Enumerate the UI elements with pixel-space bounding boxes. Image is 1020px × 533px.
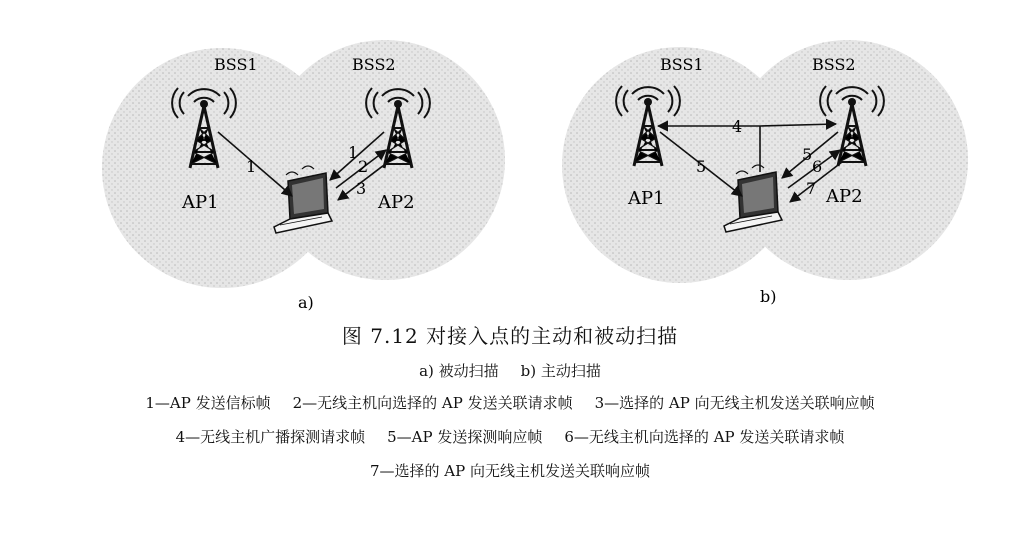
- legend-item-2: 2—无线主机向选择的 AP 发送关联请求帧: [292, 394, 573, 412]
- legend-line-1: [0, 392, 1020, 413]
- ap2-label-a: AP2: [378, 192, 415, 213]
- legend-line-2: [0, 426, 1020, 447]
- bss2-label-a: BSS2: [352, 55, 396, 74]
- bss2-coverage-b: [728, 40, 968, 280]
- subfigure-captions: [0, 360, 1020, 381]
- arrow-label-a-3: 3: [356, 179, 367, 198]
- arrow-label-a-1-left: 1: [246, 157, 257, 176]
- ap1-label-a: AP1: [182, 192, 219, 213]
- bss2-label-b: BSS2: [812, 55, 856, 74]
- legend-item-4: 4—无线主机广播探测请求帧: [175, 428, 366, 446]
- legend-item-3: 3—选择的 AP 向无线主机发送关联响应帧: [594, 394, 875, 412]
- arrow-label-b-6: 6: [812, 157, 823, 176]
- arrow-label-b-4: 4: [732, 117, 743, 136]
- ap1-label-b: AP1: [628, 188, 665, 209]
- panel-b: [562, 40, 968, 306]
- panel-a-label: a): [298, 293, 314, 312]
- panel-a: [102, 40, 505, 312]
- arrow-label-b-5-right: 5: [802, 145, 813, 164]
- legend-line-3: [0, 460, 1020, 481]
- legend-item-7: 7—选择的 AP 向无线主机发送关联响应帧: [369, 462, 650, 480]
- legend-item-1: 1—AP 发送信标帧: [145, 394, 271, 412]
- bss1-label-a: BSS1: [214, 55, 258, 74]
- legend-item-6: 6—无线主机向选择的 AP 发送关联请求帧: [564, 428, 845, 446]
- bss1-label-b: BSS1: [660, 55, 704, 74]
- figure-title: 图 7.12 对接入点的主动和被动扫描: [341, 324, 679, 348]
- legend-item-5: 5—AP 发送探测响应帧: [387, 428, 543, 446]
- arrow-label-a-2: 2: [358, 157, 369, 176]
- subcaption-b: b) 主动扫描: [520, 362, 601, 380]
- arrow-label-a-1-right: 1: [348, 143, 359, 162]
- subcaption-a: a) 被动扫描: [419, 362, 499, 380]
- ap2-label-b: AP2: [826, 186, 863, 207]
- arrow-label-b-7: 7: [806, 179, 817, 198]
- panel-b-label: b): [760, 287, 777, 306]
- arrow-label-b-5-left: 5: [696, 157, 707, 176]
